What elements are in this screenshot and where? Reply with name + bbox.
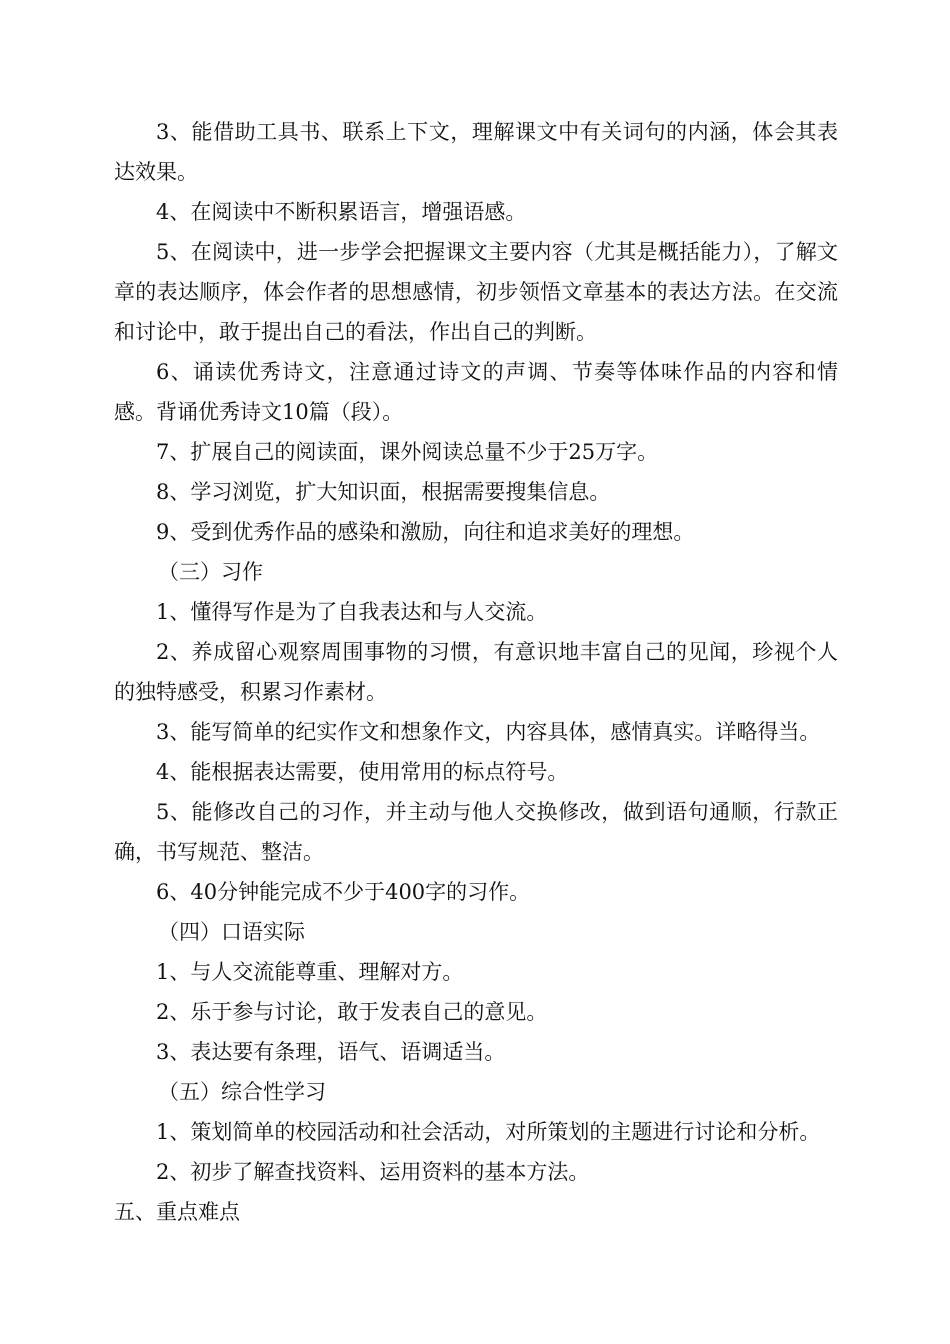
paragraph-reading-item-7: 7、扩展自己的阅读面，课外阅读总量不少于25万字。 — [156, 440, 659, 464]
paragraph-comprehensive-item-2: 2、初步了解查找资料、运用资料的基本方法。 — [156, 1160, 590, 1184]
document-page — [114, 112, 838, 1232]
section-heading-key-points: 五、重点难点 — [114, 1200, 240, 1224]
subheading-comprehensive: （五）综合性学习 — [158, 1080, 326, 1104]
subheading-oral: （四）口语实际 — [158, 920, 305, 944]
paragraph-oral-item-1: 1、与人交流能尊重、理解对方。 — [156, 960, 464, 984]
paragraph-oral-item-3: 3、表达要有条理，语气、语调适当。 — [156, 1040, 506, 1064]
paragraph-writing-item-2: 2、养成留心观察周围事物的习惯，有意识地丰富自己的见闻，珍视个人的独特感受，积累习作素材。 — [114, 640, 838, 704]
paragraph-writing-item-5: 5、能修改自己的习作，并主动与他人交换修改，做到语句通顺，行款正确，书写规范、整洁。 — [114, 800, 838, 864]
paragraph-reading-item-5: 5、在阅读中，进一步学会把握课文主要内容（尤其是概括能力），了解文章的表达顺序，体会作者的思想感情，初步领悟文章基本的表达方法。在交流和讨论中，敢于提出自己的看法，作出自己的判断。 — [114, 240, 838, 344]
paragraph-reading-item-4: 4、在阅读中不断积累语言，增强语感。 — [156, 200, 527, 224]
paragraph-reading-item-3: 3、能借助工具书、联系上下文，理解课文中有关词句的内涵，体会其表达效果。 — [114, 120, 838, 184]
paragraph-oral-item-2: 2、乐于参与讨论，敢于发表自己的意见。 — [156, 1000, 548, 1024]
subheading-writing: （三）习作 — [158, 560, 263, 584]
paragraph-writing-item-4: 4、能根据表达需要，使用常用的标点符号。 — [156, 760, 569, 784]
paragraph-reading-item-6: 6、诵读优秀诗文，注意通过诗文的声调、节奏等体味作品的内容和情感。背诵优秀诗文10篇（段）。 — [114, 360, 838, 424]
paragraph-writing-item-3: 3、能写简单的纪实作文和想象作文，内容具体，感情真实。详略得当。 — [156, 720, 821, 744]
paragraph-writing-item-6: 6、40分钟能完成不少于400字的习作。 — [156, 880, 531, 904]
paragraph-reading-item-8: 8、学习浏览，扩大知识面，根据需要搜集信息。 — [156, 480, 611, 504]
paragraph-comprehensive-item-1: 1、策划简单的校园活动和社会活动，对所策划的主题进行讨论和分析。 — [156, 1120, 821, 1144]
paragraph-reading-item-9: 9、受到优秀作品的感染和激励，向往和追求美好的理想。 — [156, 520, 695, 544]
paragraph-writing-item-1: 1、懂得写作是为了自我表达和与人交流。 — [156, 600, 548, 624]
